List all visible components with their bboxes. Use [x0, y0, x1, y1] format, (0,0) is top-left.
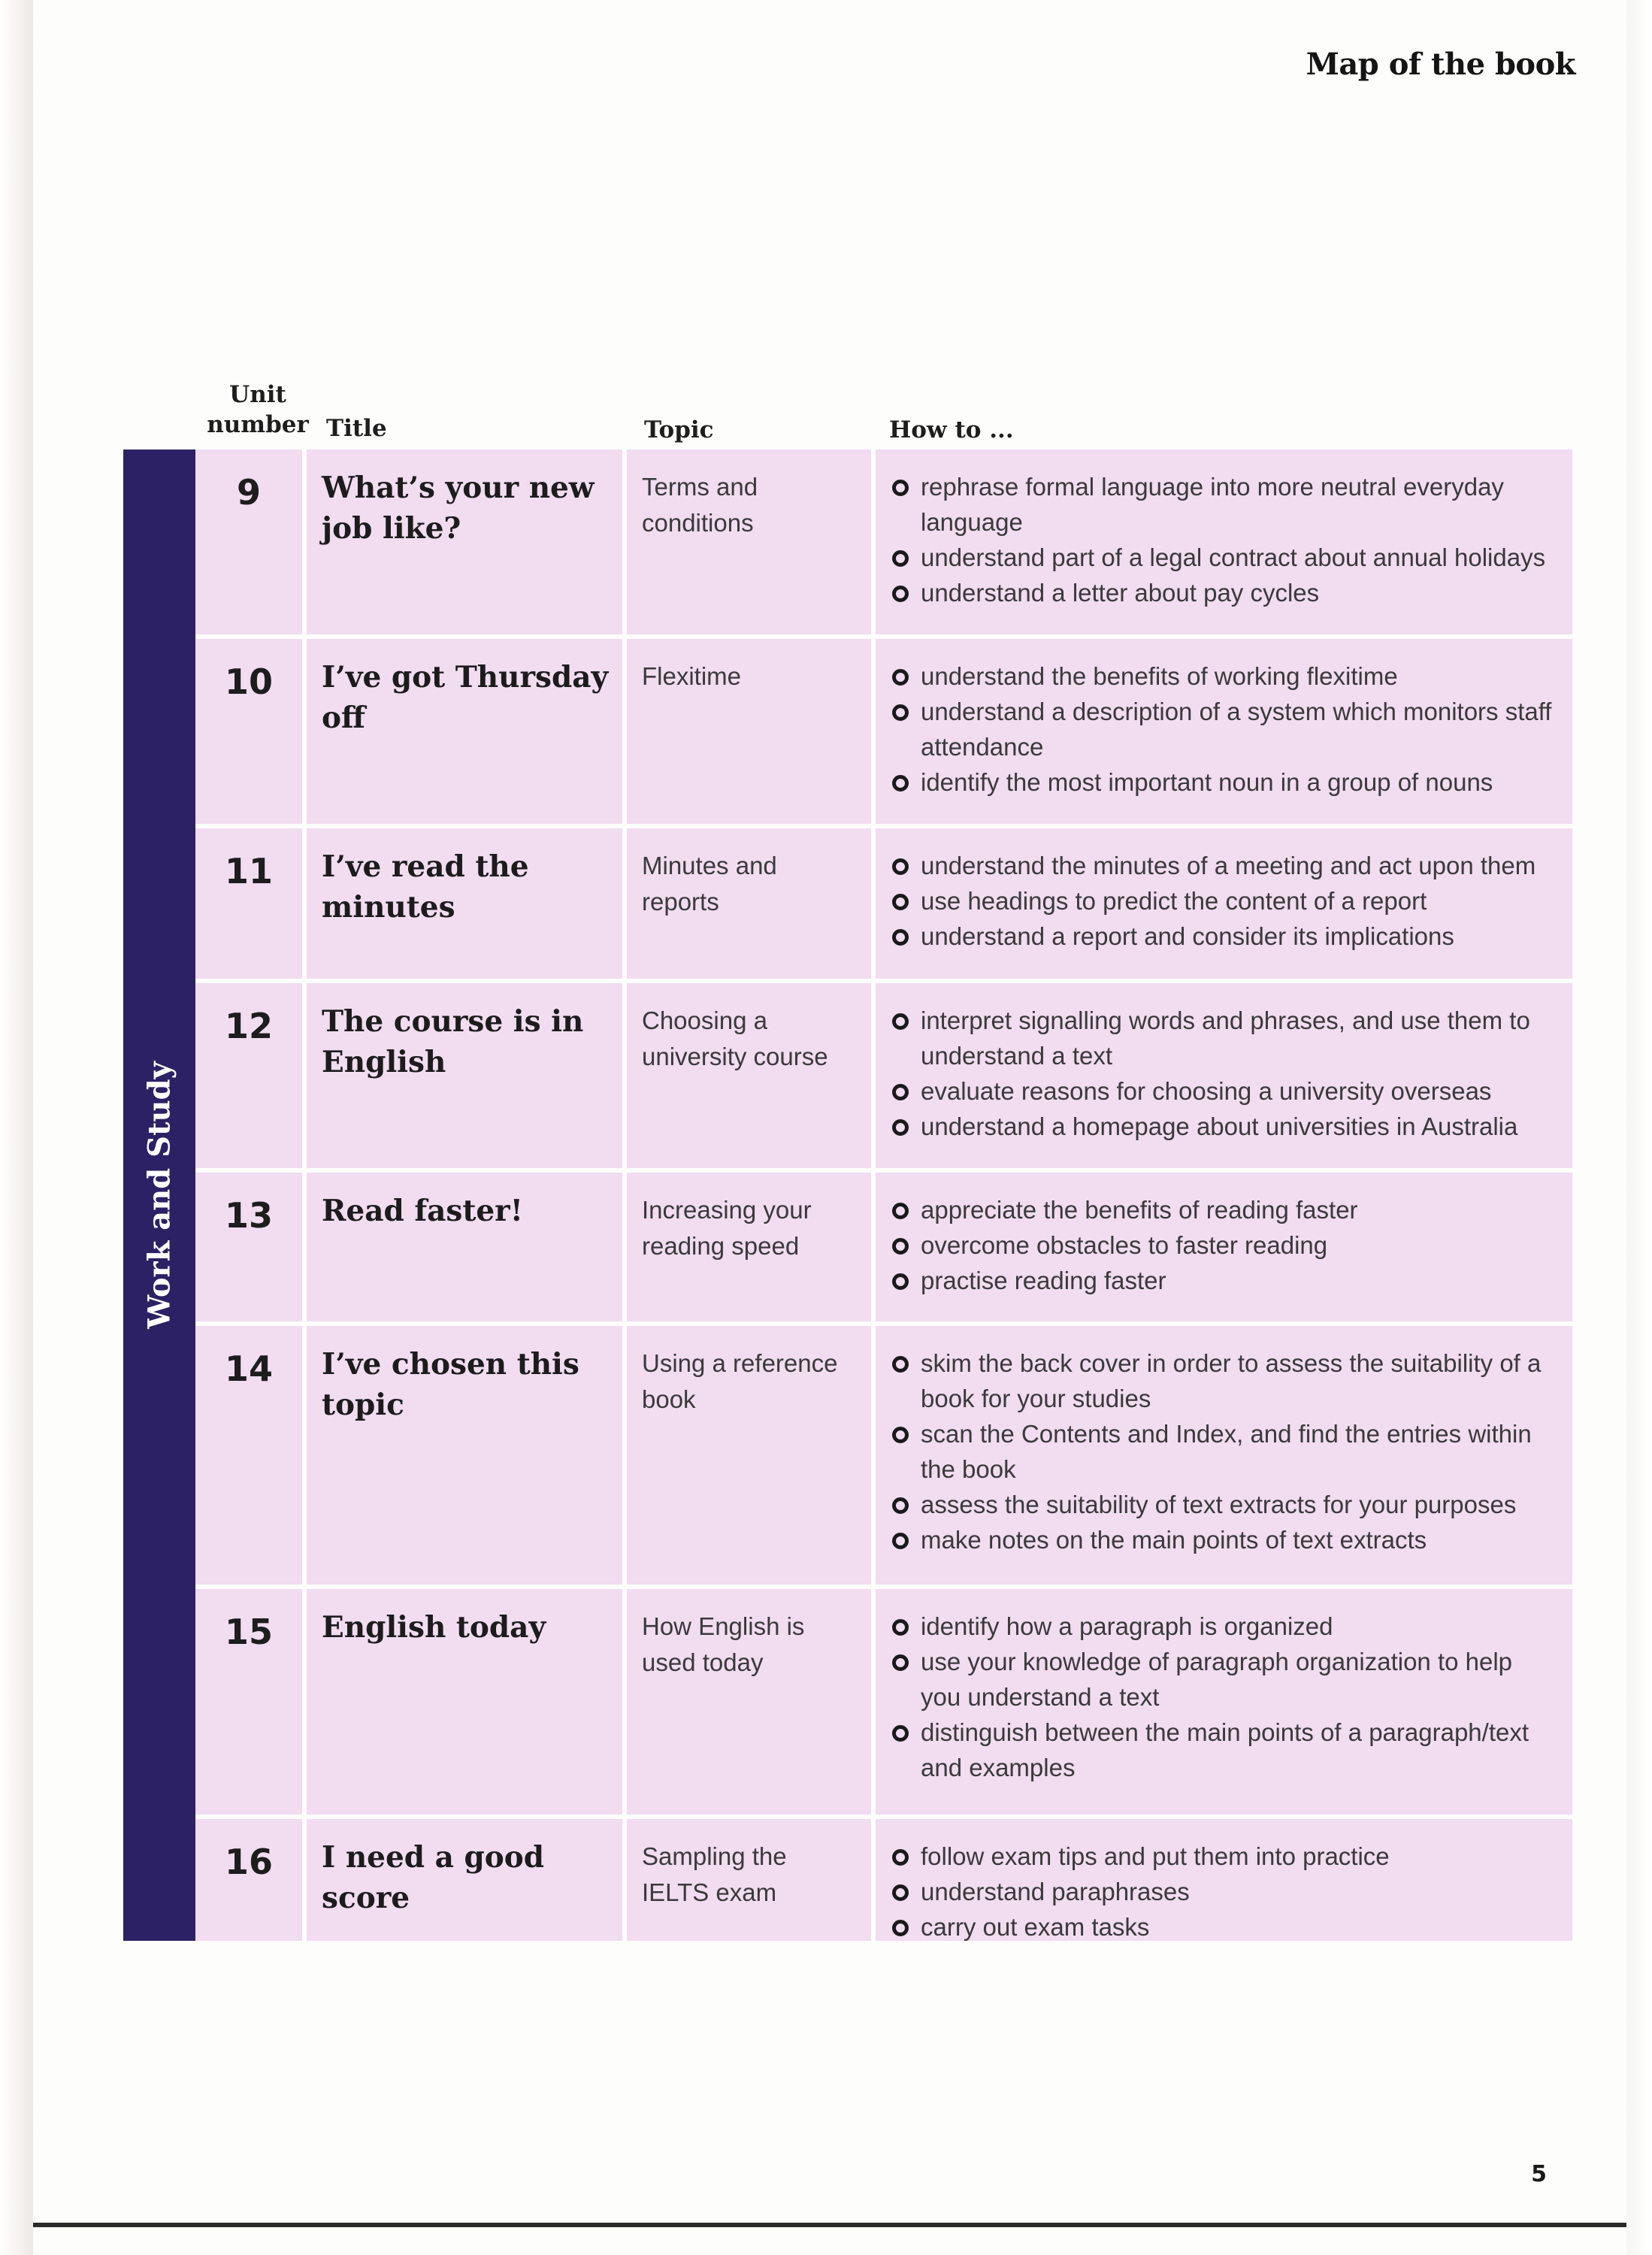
section-band — [123, 449, 195, 1941]
unit-number-cell — [195, 983, 302, 1168]
unit-title: I’ve read the minutes — [322, 849, 529, 925]
circle-bullet-icon — [892, 858, 909, 875]
running-head: Map of the book — [1306, 47, 1575, 82]
unit-title: I need a good score — [322, 1840, 545, 1915]
page-edge-shadow — [0, 0, 33, 2255]
how-to-item — [891, 919, 1557, 954]
how-to-text: understand paraphrases — [921, 1878, 1190, 1905]
header-topic: Topic — [644, 416, 714, 443]
how-to-cell — [876, 449, 1572, 634]
unit-topic: Increasing your reading speed — [642, 1196, 812, 1260]
unit-title-cell — [307, 1589, 622, 1815]
how-to-item — [891, 575, 1557, 610]
how-to-item — [891, 1416, 1557, 1487]
unit-topic: How English is used today — [642, 1612, 805, 1676]
header-how-to: How to ... — [889, 416, 1014, 443]
how-to-text: follow exam tips and put them into practice — [921, 1842, 1390, 1870]
how-to-list — [876, 1173, 1572, 1298]
how-to-item — [891, 764, 1557, 800]
how-to-text: understand a homepage about universities in Australia — [921, 1112, 1518, 1140]
circle-bullet-icon — [892, 1533, 909, 1549]
unit-topic: Terms and conditions — [642, 473, 758, 537]
unit-row — [195, 828, 1572, 979]
how-to-cell — [876, 1326, 1572, 1585]
circle-bullet-icon — [892, 1273, 909, 1290]
unit-row — [195, 449, 1572, 634]
circle-bullet-icon — [892, 894, 909, 910]
how-to-item — [891, 1345, 1557, 1416]
unit-number-cell — [195, 1173, 302, 1321]
how-to-item — [891, 1192, 1557, 1227]
how-to-cell — [876, 1173, 1572, 1321]
circle-bullet-icon — [892, 1203, 909, 1219]
bottom-rule — [33, 2223, 1626, 2227]
how-to-text: skim the back cover in order to assess the suitability of a book for your studies — [921, 1349, 1542, 1412]
how-to-text: use headings to predict the content of a report — [921, 887, 1427, 915]
how-to-item — [891, 1644, 1557, 1715]
how-to-text: interpret signalling words and phrases, and use them to understand a text — [921, 1006, 1530, 1070]
unit-number: 15 — [224, 1612, 273, 1652]
how-to-text: understand a report and consider its implications — [921, 922, 1454, 950]
circle-bullet-icon — [892, 586, 909, 602]
how-to-text: identify the most important noun in a group of nouns — [921, 768, 1493, 796]
how-to-cell — [876, 639, 1572, 824]
circle-bullet-icon — [892, 1238, 909, 1255]
how-to-item — [891, 1487, 1557, 1522]
how-to-text: make notes on the main points of text extracts — [921, 1526, 1427, 1554]
section-label: Work and Study — [141, 1061, 177, 1329]
how-to-item — [891, 1522, 1557, 1557]
circle-bullet-icon — [892, 1849, 909, 1866]
circle-bullet-icon — [892, 1013, 909, 1030]
circle-bullet-icon — [892, 480, 909, 496]
unit-title: What’s your new job like? — [322, 471, 595, 546]
how-to-cell — [876, 1589, 1572, 1815]
unit-topic-cell — [627, 1173, 871, 1321]
unit-title: The course is in English — [322, 1004, 584, 1079]
how-to-item — [891, 658, 1557, 694]
unit-topic: Flexitime — [642, 662, 742, 690]
unit-number: 9 — [236, 472, 261, 513]
how-to-cell — [876, 828, 1572, 979]
how-to-item — [891, 1839, 1557, 1874]
unit-number: 10 — [224, 661, 273, 702]
circle-bullet-icon — [892, 929, 909, 946]
map-table — [195, 449, 1572, 1941]
unit-title: I’ve got Thursday off — [322, 660, 609, 735]
how-to-item — [891, 1874, 1557, 1909]
how-to-text: rephrase formal language into more neutral everyday language — [921, 473, 1504, 536]
circle-bullet-icon — [892, 775, 909, 792]
unit-row — [195, 1589, 1572, 1815]
circle-bullet-icon — [892, 1497, 909, 1514]
circle-bullet-icon — [892, 1884, 909, 1901]
circle-bullet-icon — [892, 1725, 909, 1742]
unit-number: 11 — [224, 851, 273, 891]
unit-row — [195, 983, 1572, 1168]
how-to-item — [891, 848, 1557, 883]
how-to-list — [876, 983, 1572, 1144]
unit-topic-cell — [627, 449, 871, 634]
unit-topic-cell — [627, 828, 871, 979]
circle-bullet-icon — [892, 1084, 909, 1100]
unit-title-cell — [307, 1326, 622, 1585]
unit-row — [195, 1173, 1572, 1321]
how-to-cell — [876, 983, 1572, 1168]
how-to-item — [891, 1909, 1557, 1945]
circle-bullet-icon — [892, 669, 909, 686]
how-to-text: appreciate the benefits of reading faster — [921, 1196, 1358, 1224]
unit-topic-cell — [627, 983, 871, 1168]
unit-title-cell — [307, 1173, 622, 1321]
how-to-text: distinguish between the main points of a paragraph/text and examples — [921, 1718, 1529, 1781]
how-to-list — [876, 828, 1572, 954]
circle-bullet-icon — [892, 550, 909, 567]
how-to-list — [876, 639, 1572, 800]
how-to-text: practise reading faster — [921, 1267, 1166, 1294]
header-title: Title — [326, 415, 387, 442]
how-to-text: understand the minutes of a meeting and act upon them — [921, 852, 1536, 879]
how-to-item — [891, 1263, 1557, 1298]
how-to-text: understand the benefits of working flexitime — [921, 662, 1398, 690]
how-to-item — [891, 1003, 1557, 1073]
circle-bullet-icon — [892, 1356, 909, 1373]
circle-bullet-icon — [892, 704, 909, 721]
unit-title: I’ve chosen this topic — [322, 1347, 579, 1422]
page-edge — [1626, 0, 1652, 2255]
how-to-item — [891, 1227, 1557, 1263]
unit-topic: Choosing a university course — [642, 1006, 828, 1070]
unit-topic: Minutes and reports — [642, 852, 777, 916]
unit-number: 16 — [224, 1842, 273, 1882]
how-to-list — [876, 1589, 1572, 1785]
how-to-item — [891, 1109, 1557, 1144]
circle-bullet-icon — [892, 1920, 909, 1936]
how-to-text: understand part of a legal contract about annual holidays — [921, 543, 1546, 571]
how-to-item — [891, 1609, 1557, 1644]
unit-title-cell — [307, 639, 622, 824]
unit-title-cell — [307, 828, 622, 979]
how-to-list — [876, 449, 1572, 610]
unit-topic: Sampling the IELTS exam — [642, 1842, 787, 1906]
how-to-list — [876, 1819, 1572, 1945]
how-to-item — [891, 1073, 1557, 1109]
how-to-text: assess the suitability of text extracts for your purposes — [921, 1491, 1517, 1518]
circle-bullet-icon — [892, 1619, 909, 1636]
unit-row — [195, 639, 1572, 824]
unit-topic-cell — [627, 1326, 871, 1585]
unit-title-cell — [307, 449, 622, 634]
how-to-text: understand a letter about pay cycles — [921, 579, 1320, 607]
circle-bullet-icon — [892, 1427, 909, 1443]
how-to-item — [891, 694, 1557, 764]
unit-title-cell — [307, 983, 622, 1168]
how-to-text: identify how a paragraph is organized — [921, 1612, 1333, 1640]
unit-number-cell — [195, 639, 302, 824]
unit-title: Read faster! — [322, 1194, 523, 1228]
circle-bullet-icon — [892, 1119, 909, 1136]
how-to-item — [891, 1715, 1557, 1785]
unit-number: 13 — [224, 1195, 273, 1236]
unit-number-cell — [195, 1326, 302, 1585]
unit-topic: Using a reference book — [642, 1349, 838, 1413]
unit-number-cell — [195, 1589, 302, 1815]
unit-number-cell — [195, 449, 302, 634]
unit-title-cell — [307, 1819, 622, 1941]
how-to-list — [876, 1326, 1572, 1557]
how-to-item — [891, 540, 1557, 575]
unit-number: 12 — [224, 1006, 273, 1046]
unit-topic-cell — [627, 639, 871, 824]
how-to-text: carry out exam tasks — [921, 1913, 1150, 1941]
unit-number: 14 — [224, 1348, 273, 1389]
unit-row — [195, 1819, 1572, 1941]
circle-bullet-icon — [892, 1654, 909, 1671]
how-to-text: use your knowledge of paragraph organization to help you understand a text — [921, 1648, 1513, 1711]
unit-number-cell — [195, 1819, 302, 1941]
how-to-item — [891, 469, 1557, 540]
how-to-text: understand a description of a system which monitors staff attendance — [921, 698, 1552, 761]
unit-topic-cell — [627, 1589, 871, 1815]
how-to-cell — [876, 1819, 1572, 1941]
how-to-text: overcome obstacles to faster reading — [921, 1231, 1328, 1259]
header-unit-number: Unit number — [207, 381, 309, 438]
unit-number-cell — [195, 828, 302, 979]
page-number: 5 — [1531, 2161, 1547, 2187]
unit-title: English today — [322, 1610, 546, 1645]
how-to-text: evaluate reasons for choosing a university overseas — [921, 1077, 1492, 1105]
unit-row — [195, 1326, 1572, 1585]
how-to-text: scan the Contents and Index, and find the entries within the book — [921, 1420, 1532, 1483]
how-to-item — [891, 883, 1557, 919]
unit-topic-cell — [627, 1819, 871, 1941]
